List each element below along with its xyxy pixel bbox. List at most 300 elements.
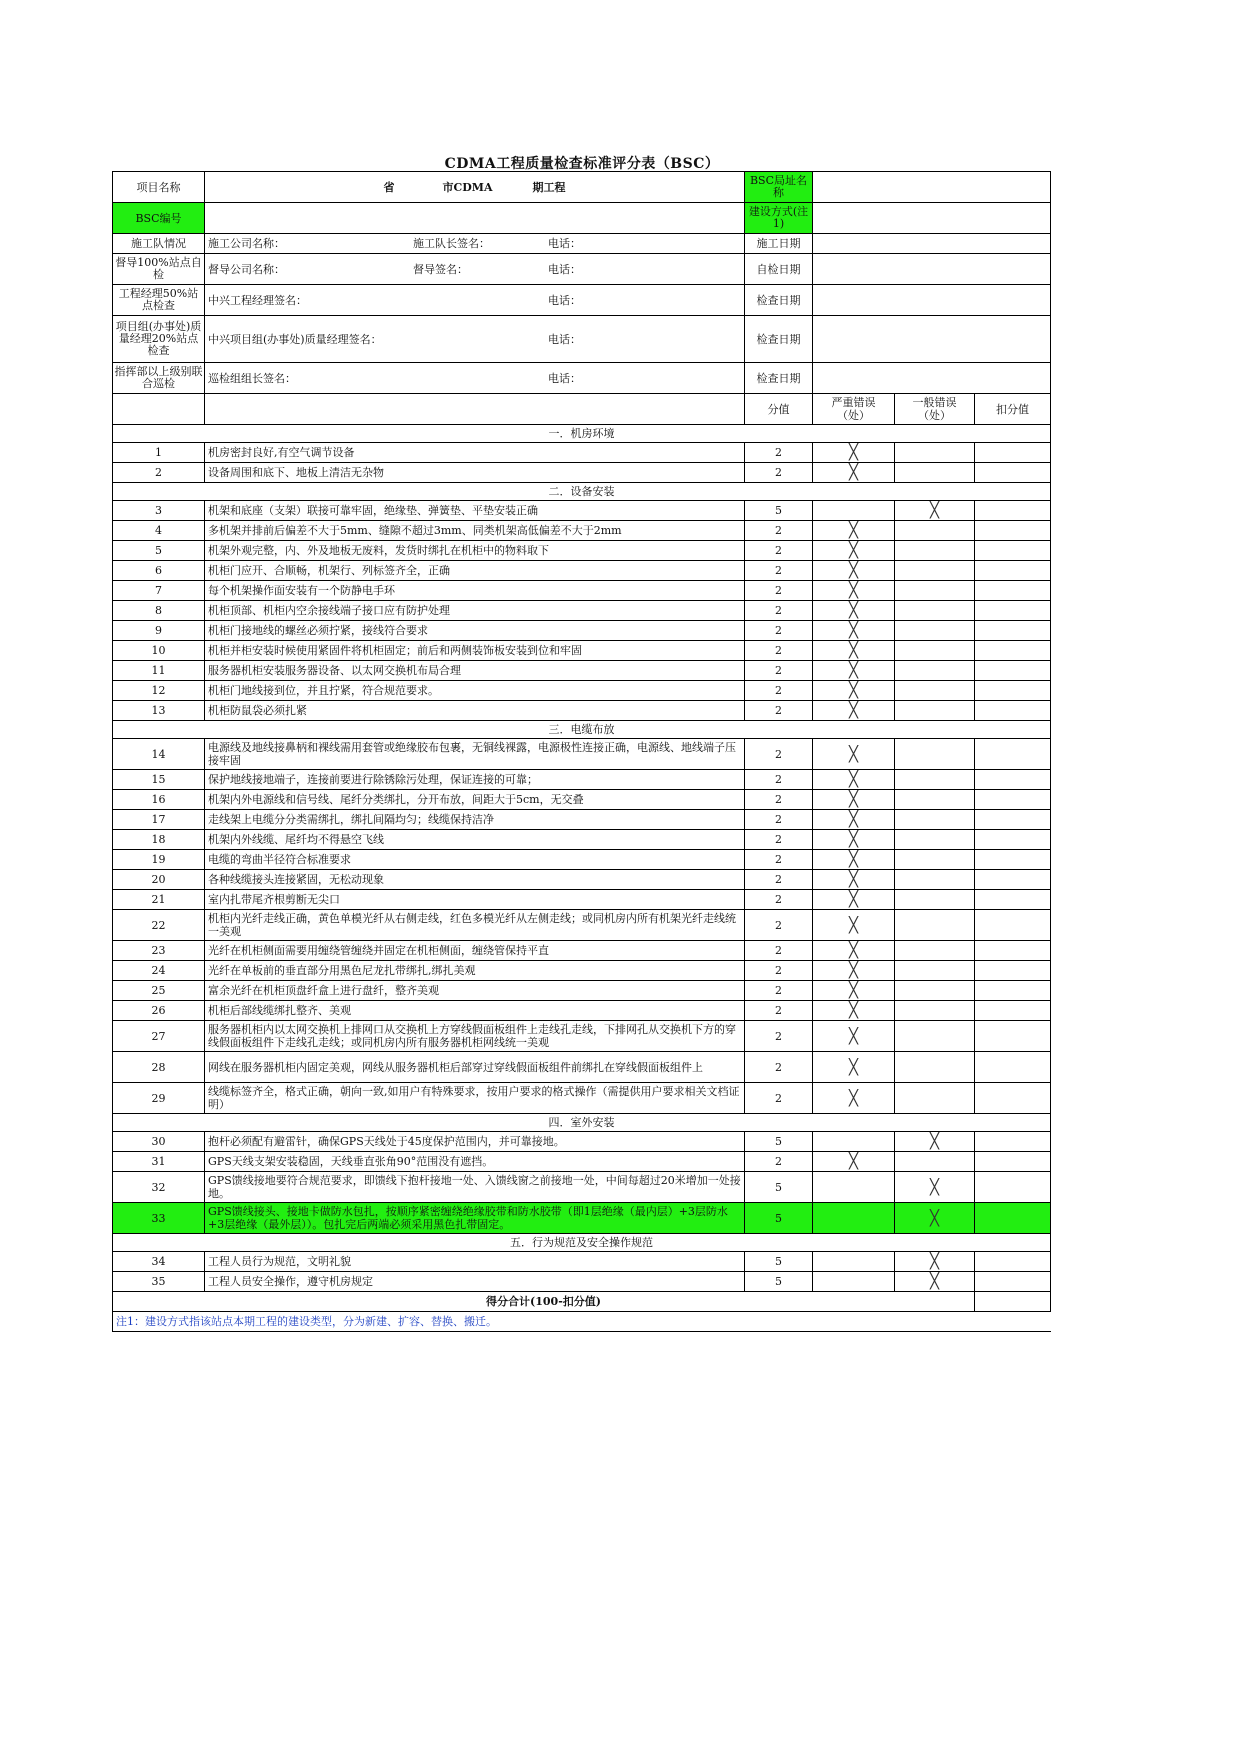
general-error-cell[interactable] bbox=[895, 661, 975, 681]
info-row-date-value[interactable] bbox=[813, 363, 1051, 394]
deduct-cell[interactable] bbox=[975, 790, 1051, 810]
serious-error-cell[interactable]: ╳ bbox=[813, 541, 895, 561]
deduct-cell[interactable] bbox=[975, 910, 1051, 941]
check-item-number: 35 bbox=[113, 1272, 205, 1292]
info-row bbox=[113, 234, 1051, 254]
check-item-number: 19 bbox=[113, 850, 205, 870]
check-item-description: 每个机架操作面安装有一个防静电手环 bbox=[205, 581, 745, 601]
check-item-description: 电缆的弯曲半径符合标准要求 bbox=[205, 850, 745, 870]
serious-error-cell[interactable]: ╳ bbox=[813, 681, 895, 701]
check-item-score: 2 bbox=[745, 1021, 813, 1052]
general-error-cell[interactable] bbox=[895, 941, 975, 961]
check-item-row bbox=[113, 463, 1051, 483]
info-row-date-label: 施工日期 bbox=[745, 234, 813, 254]
check-item-number: 26 bbox=[113, 1001, 205, 1021]
check-item-row bbox=[113, 1132, 1051, 1152]
info-row-fields[interactable] bbox=[205, 285, 745, 316]
info-row-label: 工程经理50%站点检查 bbox=[113, 285, 205, 316]
check-item-description: 工程人员行为规范，文明礼貌 bbox=[205, 1252, 745, 1272]
check-item-description: 各种线缆接头连接紧固，无松动现象 bbox=[205, 870, 745, 890]
check-item-number: 34 bbox=[113, 1252, 205, 1272]
check-item-number: 22 bbox=[113, 910, 205, 941]
general-error-cell[interactable] bbox=[895, 443, 975, 463]
general-error-cell[interactable]: ╳ bbox=[895, 1203, 975, 1234]
check-item-score: 2 bbox=[745, 443, 813, 463]
check-item-score: 2 bbox=[745, 1001, 813, 1021]
info-row-date-value[interactable] bbox=[813, 285, 1051, 316]
serious-error-cell[interactable]: ╳ bbox=[813, 463, 895, 483]
check-item-description: 设备周围和底下、地板上清洁无杂物 bbox=[205, 463, 745, 483]
check-item-description: 网线在服务器机柜内固定美观，网线从服务器机柜后部穿过穿线假面板组件前绑扎在穿线假面板组件上 bbox=[205, 1052, 745, 1083]
serious-error-cell[interactable] bbox=[813, 1203, 895, 1234]
serious-error-cell[interactable]: ╳ bbox=[813, 830, 895, 850]
check-item-row bbox=[113, 581, 1051, 601]
check-item-description: 机柜门地线接到位，并且拧紧，符合规范要求。 bbox=[205, 681, 745, 701]
serious-error-cell[interactable]: ╳ bbox=[813, 739, 895, 770]
check-item-description: 机柜顶部、机柜内空余接线端子接口应有防护处理 bbox=[205, 601, 745, 621]
info-row-fields[interactable] bbox=[205, 316, 745, 363]
info-field-company: 中兴工程经理签名： bbox=[208, 293, 307, 307]
serious-error-cell[interactable]: ╳ bbox=[813, 1001, 895, 1021]
section-title: 五．行为规范及安全操作规范 bbox=[113, 1234, 1051, 1252]
serious-error-cell[interactable]: ╳ bbox=[813, 621, 895, 641]
serious-error-cell[interactable] bbox=[813, 1252, 895, 1272]
check-item-number: 30 bbox=[113, 1132, 205, 1152]
deduct-cell[interactable] bbox=[975, 961, 1051, 981]
check-item-row bbox=[113, 1052, 1051, 1083]
general-error-cell[interactable] bbox=[895, 541, 975, 561]
check-item-description: 走线架上电缆分分类需绑扎，绑扎间隔均匀；线缆保持洁净 bbox=[205, 810, 745, 830]
check-item-score: 2 bbox=[745, 850, 813, 870]
page-title: CDMA工程质量检查标准评分表（BSC） bbox=[444, 156, 720, 172]
check-item-description: 机架外观完整，内、外及地板无废料，发货时绑扎在机柜中的物料取下 bbox=[205, 541, 745, 561]
check-item-number: 3 bbox=[113, 501, 205, 521]
check-item-score: 2 bbox=[745, 810, 813, 830]
check-item-row bbox=[113, 601, 1051, 621]
check-item-description: 机架内外电源线和信号线、尾纤分类绑扎，分开布放，间距大于5cm，无交叠 bbox=[205, 790, 745, 810]
column-header-score: 分值 bbox=[745, 394, 813, 425]
check-item-score: 2 bbox=[745, 870, 813, 890]
check-item-description: GPS馈线接地要符合规范要求，即馈线下抱杆接地一处、入馈线窗之前接地一处，中间每超过20米增加一处接地。 bbox=[205, 1172, 745, 1203]
general-error-cell[interactable] bbox=[895, 790, 975, 810]
column-header-serious: 严重错误（处） bbox=[813, 394, 895, 425]
project-name-label: 项目名称 bbox=[113, 172, 205, 203]
project-name-value[interactable] bbox=[205, 172, 745, 203]
check-item-row bbox=[113, 739, 1051, 770]
check-item-number: 12 bbox=[113, 681, 205, 701]
general-error-cell[interactable] bbox=[895, 1083, 975, 1114]
check-item-score: 5 bbox=[745, 1172, 813, 1203]
column-header-deduct: 扣分值 bbox=[975, 394, 1051, 425]
check-item-description: 光纤在机柜侧面需要用缠绕管缠绕并固定在机柜侧面，缠绕管保持平直 bbox=[205, 941, 745, 961]
serious-error-cell[interactable]: ╳ bbox=[813, 910, 895, 941]
deduct-cell[interactable] bbox=[975, 1272, 1051, 1292]
check-item-score: 2 bbox=[745, 601, 813, 621]
deduct-cell[interactable] bbox=[975, 1001, 1051, 1021]
check-item-number: 32 bbox=[113, 1172, 205, 1203]
bsc-site-value[interactable] bbox=[813, 172, 1051, 203]
check-item-score: 2 bbox=[745, 910, 813, 941]
deduct-cell[interactable] bbox=[975, 621, 1051, 641]
general-error-cell[interactable]: ╳ bbox=[895, 1252, 975, 1272]
info-row-date-value[interactable] bbox=[813, 316, 1051, 363]
check-item-score: 2 bbox=[745, 830, 813, 850]
check-item-description: 机柜后部线缆绑扎整齐、美观 bbox=[205, 1001, 745, 1021]
serious-error-cell[interactable]: ╳ bbox=[813, 1052, 895, 1083]
check-item-score: 2 bbox=[745, 661, 813, 681]
check-item-description: 服务器机柜内以太网交换机上排网口从交换机上方穿线假面板组件上走线孔走线，下排网孔从交换机下方的穿线假面板组件下走线孔走线；或同机房内所有服务器机柜网线统一美观 bbox=[205, 1021, 745, 1052]
info-row-date-value[interactable] bbox=[813, 254, 1051, 285]
section-header-row bbox=[113, 721, 1051, 739]
general-error-cell[interactable] bbox=[895, 830, 975, 850]
check-item-description: 抱杆必须配有避雷针，确保GPS天线处于45度保护范围内，并可靠接地。 bbox=[205, 1132, 745, 1152]
serious-error-cell[interactable] bbox=[813, 1172, 895, 1203]
general-error-cell[interactable] bbox=[895, 1052, 975, 1083]
project-city: 市CDMA bbox=[442, 180, 493, 194]
serious-error-cell[interactable]: ╳ bbox=[813, 770, 895, 790]
note-row bbox=[113, 1312, 1051, 1332]
serious-error-cell[interactable]: ╳ bbox=[813, 810, 895, 830]
info-field-phone: 电话： bbox=[548, 237, 581, 250]
info-field-phone: 电话： bbox=[548, 371, 581, 385]
section-title: 一．机房环境 bbox=[113, 425, 1051, 443]
check-item-row bbox=[113, 830, 1051, 850]
check-item-description: 机柜门应开、合顺畅，机架行、列标签齐全，正确 bbox=[205, 561, 745, 581]
serious-error-cell[interactable]: ╳ bbox=[813, 890, 895, 910]
serious-error-cell[interactable]: ╳ bbox=[813, 981, 895, 1001]
serious-error-cell[interactable]: ╳ bbox=[813, 661, 895, 681]
deduct-cell[interactable] bbox=[975, 1021, 1051, 1052]
build-mode-value[interactable] bbox=[813, 203, 1051, 234]
deduct-cell[interactable] bbox=[975, 810, 1051, 830]
total-label: 得分合计(100-扣分值) bbox=[113, 1292, 975, 1312]
check-item-score: 5 bbox=[745, 501, 813, 521]
serious-error-cell[interactable]: ╳ bbox=[813, 961, 895, 981]
serious-error-cell[interactable]: ╳ bbox=[813, 1083, 895, 1114]
deduct-cell[interactable] bbox=[975, 661, 1051, 681]
check-item-score: 2 bbox=[745, 641, 813, 661]
deduct-cell[interactable] bbox=[975, 941, 1051, 961]
build-mode-label: 建设方式(注1) bbox=[745, 203, 813, 234]
serious-error-cell[interactable]: ╳ bbox=[813, 870, 895, 890]
info-row-date-label: 自检日期 bbox=[745, 254, 813, 285]
check-item-number: 29 bbox=[113, 1083, 205, 1114]
deduct-cell[interactable] bbox=[975, 601, 1051, 621]
general-error-cell[interactable] bbox=[895, 641, 975, 661]
serious-error-cell[interactable] bbox=[813, 1272, 895, 1292]
check-item-row bbox=[113, 1021, 1051, 1052]
note-text: 注1：建设方式指该站点本期工程的建设类型，分为新建、扩容、替换、搬迁。 bbox=[113, 1312, 1051, 1332]
check-item-number: 5 bbox=[113, 541, 205, 561]
general-error-cell[interactable] bbox=[895, 961, 975, 981]
general-error-cell[interactable] bbox=[895, 870, 975, 890]
deduct-cell[interactable] bbox=[975, 830, 1051, 850]
general-error-cell[interactable]: ╳ bbox=[895, 1172, 975, 1203]
serious-error-cell[interactable]: ╳ bbox=[813, 521, 895, 541]
general-error-cell[interactable] bbox=[895, 701, 975, 721]
info-field-company: 施工公司名称： bbox=[208, 237, 285, 250]
general-error-cell[interactable] bbox=[895, 581, 975, 601]
check-item-score: 2 bbox=[745, 561, 813, 581]
deduct-cell[interactable] bbox=[975, 1083, 1051, 1114]
serious-error-cell[interactable]: ╳ bbox=[813, 941, 895, 961]
check-item-description: 多机架并排前后偏差不大于5mm、缝隙不超过3mm、同类机架高低偏差不大于2mm bbox=[205, 521, 745, 541]
check-item-row bbox=[113, 1083, 1051, 1114]
check-item-description: 工程人员安全操作，遵守机房规定 bbox=[205, 1272, 745, 1292]
info-row-fields[interactable] bbox=[205, 254, 745, 285]
deduct-cell[interactable] bbox=[975, 890, 1051, 910]
section-header-row bbox=[113, 425, 1051, 443]
serious-error-cell[interactable]: ╳ bbox=[813, 1021, 895, 1052]
info-row bbox=[113, 363, 1051, 394]
deduct-cell[interactable] bbox=[975, 850, 1051, 870]
check-item-row bbox=[113, 941, 1051, 961]
info-row bbox=[113, 254, 1051, 285]
deduct-cell[interactable] bbox=[975, 581, 1051, 601]
general-error-cell[interactable] bbox=[895, 910, 975, 941]
general-error-cell[interactable] bbox=[895, 1152, 975, 1172]
general-error-cell[interactable] bbox=[895, 850, 975, 870]
deduct-cell[interactable] bbox=[975, 1152, 1051, 1172]
info-row bbox=[113, 285, 1051, 316]
deduct-cell[interactable] bbox=[975, 870, 1051, 890]
check-item-number: 1 bbox=[113, 443, 205, 463]
check-item-number: 11 bbox=[113, 661, 205, 681]
check-item-number: 4 bbox=[113, 521, 205, 541]
serious-error-cell[interactable]: ╳ bbox=[813, 850, 895, 870]
check-item-score: 2 bbox=[745, 770, 813, 790]
general-error-cell[interactable] bbox=[895, 810, 975, 830]
check-item-description: 光纤在单板前的垂直部分用黑色尼龙扎带绑扎,绑扎美观 bbox=[205, 961, 745, 981]
check-item-score: 2 bbox=[745, 961, 813, 981]
check-item-row bbox=[113, 1001, 1051, 1021]
check-item-row bbox=[113, 661, 1051, 681]
check-item-number: 10 bbox=[113, 641, 205, 661]
check-item-row bbox=[113, 770, 1051, 790]
check-item-number: 15 bbox=[113, 770, 205, 790]
check-item-description: 室内扎带尾齐根剪断无尖口 bbox=[205, 890, 745, 910]
project-phase: 期工程 bbox=[532, 180, 566, 194]
deduct-cell[interactable] bbox=[975, 739, 1051, 770]
bsc-no-value[interactable] bbox=[205, 203, 745, 234]
section-title: 三．电缆布放 bbox=[113, 721, 1051, 739]
info-field-signature: 督导签名： bbox=[413, 262, 468, 276]
general-error-cell[interactable]: ╳ bbox=[895, 1272, 975, 1292]
check-item-score: 2 bbox=[745, 981, 813, 1001]
general-error-cell[interactable] bbox=[895, 739, 975, 770]
check-item-row bbox=[113, 870, 1051, 890]
check-item-row bbox=[113, 850, 1051, 870]
deduct-cell[interactable] bbox=[975, 1203, 1051, 1234]
bsc-no-row bbox=[113, 203, 1051, 234]
info-row-date-label: 检查日期 bbox=[745, 363, 813, 394]
serious-error-cell[interactable]: ╳ bbox=[813, 443, 895, 463]
general-error-cell[interactable]: ╳ bbox=[895, 1132, 975, 1152]
check-item-row bbox=[113, 621, 1051, 641]
deduct-cell[interactable] bbox=[975, 981, 1051, 1001]
check-item-score: 2 bbox=[745, 790, 813, 810]
check-item-number: 25 bbox=[113, 981, 205, 1001]
check-item-row bbox=[113, 910, 1051, 941]
serious-error-cell[interactable]: ╳ bbox=[813, 1152, 895, 1172]
project-name-row bbox=[113, 172, 1051, 203]
deduct-cell[interactable] bbox=[975, 443, 1051, 463]
bsc-no-label: BSC编号 bbox=[113, 203, 205, 234]
check-item-number: 18 bbox=[113, 830, 205, 850]
check-item-row bbox=[113, 641, 1051, 661]
general-error-cell[interactable] bbox=[895, 463, 975, 483]
info-field-signature: 施工队长签名： bbox=[413, 237, 490, 250]
info-field-company: 巡检组组长签名： bbox=[208, 371, 296, 385]
deduct-cell[interactable] bbox=[975, 501, 1051, 521]
column-header-blank bbox=[205, 394, 745, 425]
section-header-row bbox=[113, 483, 1051, 501]
check-item-row bbox=[113, 681, 1051, 701]
inspection-score-table bbox=[112, 171, 1051, 1332]
check-item-description: 保护地线接地端子，连接前要进行除锈除污处理，保证连接的可靠； bbox=[205, 770, 745, 790]
check-item-description: 富余光纤在机柜顶盘纤盒上进行盘纤，整齐美观 bbox=[205, 981, 745, 1001]
info-row-fields[interactable] bbox=[205, 234, 745, 254]
check-item-score: 5 bbox=[745, 1203, 813, 1234]
info-field-phone: 电话： bbox=[548, 293, 581, 307]
deduct-cell[interactable] bbox=[975, 521, 1051, 541]
deduct-cell[interactable] bbox=[975, 641, 1051, 661]
deduct-cell[interactable] bbox=[975, 681, 1051, 701]
serious-error-cell[interactable] bbox=[813, 1132, 895, 1152]
check-item-score: 2 bbox=[745, 463, 813, 483]
check-item-description: 机房密封良好,有空气调节设备 bbox=[205, 443, 745, 463]
check-item-number: 2 bbox=[113, 463, 205, 483]
section-header-row bbox=[113, 1234, 1051, 1252]
serious-error-cell[interactable]: ╳ bbox=[813, 790, 895, 810]
serious-error-cell[interactable]: ╳ bbox=[813, 581, 895, 601]
check-item-number: 28 bbox=[113, 1052, 205, 1083]
column-header-blank bbox=[113, 394, 205, 425]
serious-error-cell[interactable] bbox=[813, 501, 895, 521]
general-error-cell[interactable] bbox=[895, 981, 975, 1001]
check-item-description: 机柜门接地线的螺丝必须拧紧，接线符合要求 bbox=[205, 621, 745, 641]
check-item-score: 2 bbox=[745, 581, 813, 601]
check-item-row bbox=[113, 501, 1051, 521]
deduct-cell[interactable] bbox=[975, 1052, 1051, 1083]
info-field-phone: 电话： bbox=[548, 262, 581, 276]
check-item-number: 8 bbox=[113, 601, 205, 621]
info-row bbox=[113, 316, 1051, 363]
general-error-cell[interactable] bbox=[895, 1001, 975, 1021]
deduct-cell[interactable] bbox=[975, 1252, 1051, 1272]
info-field-company: 督导公司名称： bbox=[208, 262, 285, 276]
check-item-score: 5 bbox=[745, 1252, 813, 1272]
check-item-description: 机柜内光纤走线正确，黄色单模光纤从右侧走线，红色多模光纤从左侧走线；或同机房内所有机架光纤走线统一美观 bbox=[205, 910, 745, 941]
check-item-row bbox=[113, 810, 1051, 830]
general-error-cell[interactable] bbox=[895, 770, 975, 790]
info-row-date-label: 检查日期 bbox=[745, 316, 813, 363]
general-error-cell[interactable] bbox=[895, 561, 975, 581]
check-item-score: 2 bbox=[745, 1152, 813, 1172]
serious-error-cell[interactable]: ╳ bbox=[813, 561, 895, 581]
check-item-number: 16 bbox=[113, 790, 205, 810]
check-item-number: 17 bbox=[113, 810, 205, 830]
check-item-score: 5 bbox=[745, 1272, 813, 1292]
check-item-score: 2 bbox=[745, 1052, 813, 1083]
bsc-site-label: BSC局址名称 bbox=[745, 172, 813, 203]
check-item-row bbox=[113, 561, 1051, 581]
check-item-description: 机柜并柜安装时候使用紧固件将机柜固定；前后和两侧装饰板安装到位和牢固 bbox=[205, 641, 745, 661]
info-row-label: 项目组(办事处)质量经理20%站点检查 bbox=[113, 316, 205, 363]
check-item-row bbox=[113, 981, 1051, 1001]
check-item-number: 21 bbox=[113, 890, 205, 910]
serious-error-cell[interactable]: ╳ bbox=[813, 641, 895, 661]
deduct-cell[interactable] bbox=[975, 701, 1051, 721]
check-item-row bbox=[113, 1272, 1051, 1292]
column-header-row bbox=[113, 394, 1051, 425]
check-item-score: 2 bbox=[745, 701, 813, 721]
check-item-score: 2 bbox=[745, 681, 813, 701]
info-field-company: 中兴项目组(办事处)质量经理签名： bbox=[208, 332, 382, 346]
check-item-row bbox=[113, 1252, 1051, 1272]
deduct-cell[interactable] bbox=[975, 1132, 1051, 1152]
check-item-number: 33 bbox=[113, 1203, 205, 1234]
check-item-description: 服务器机柜安装服务器设备、以太网交换机布局合理 bbox=[205, 661, 745, 681]
info-row-date-label: 检查日期 bbox=[745, 285, 813, 316]
total-value[interactable] bbox=[975, 1292, 1051, 1312]
deduct-cell[interactable] bbox=[975, 541, 1051, 561]
section-header-row bbox=[113, 1114, 1051, 1132]
section-title: 二．设备安装 bbox=[113, 483, 1051, 501]
info-row-fields[interactable] bbox=[205, 363, 745, 394]
check-item-number: 9 bbox=[113, 621, 205, 641]
check-item-description: 机架内外线缆、尾纤均不得悬空飞线 bbox=[205, 830, 745, 850]
general-error-cell[interactable] bbox=[895, 1021, 975, 1052]
check-item-score: 2 bbox=[745, 521, 813, 541]
check-item-description: 机架和底座（支架）联接可靠牢固，绝缘垫、弹簧垫、平垫安装正确 bbox=[205, 501, 745, 521]
check-item-row bbox=[113, 1203, 1051, 1234]
general-error-cell[interactable] bbox=[895, 890, 975, 910]
check-item-score: 2 bbox=[745, 890, 813, 910]
project-province: 省 bbox=[383, 180, 395, 194]
check-item-row bbox=[113, 790, 1051, 810]
check-item-score: 2 bbox=[745, 621, 813, 641]
deduct-cell[interactable] bbox=[975, 770, 1051, 790]
check-item-description: GPS天线支架安装稳固，天线垂直张角90°范围没有遮挡。 bbox=[205, 1152, 745, 1172]
check-item-number: 20 bbox=[113, 870, 205, 890]
check-item-number: 24 bbox=[113, 961, 205, 981]
check-item-number: 13 bbox=[113, 701, 205, 721]
info-row-date-value[interactable] bbox=[813, 234, 1051, 254]
total-row bbox=[113, 1292, 1051, 1312]
info-row-label: 施工队情况 bbox=[113, 234, 205, 254]
check-item-score: 2 bbox=[745, 541, 813, 561]
check-item-score: 2 bbox=[745, 739, 813, 770]
general-error-cell[interactable] bbox=[895, 601, 975, 621]
check-item-row bbox=[113, 1152, 1051, 1172]
general-error-cell[interactable] bbox=[895, 521, 975, 541]
check-item-row bbox=[113, 701, 1051, 721]
check-item-description: 机柜防鼠袋必须扎紧 bbox=[205, 701, 745, 721]
serious-error-cell[interactable]: ╳ bbox=[813, 601, 895, 621]
serious-error-cell[interactable]: ╳ bbox=[813, 701, 895, 721]
check-item-score: 5 bbox=[745, 1132, 813, 1152]
deduct-cell[interactable] bbox=[975, 561, 1051, 581]
general-error-cell[interactable] bbox=[895, 621, 975, 641]
check-item-row bbox=[113, 961, 1051, 981]
general-error-cell[interactable]: ╳ bbox=[895, 501, 975, 521]
check-item-description: 线缆标签齐全，格式正确，朝向一致,如用户有特殊要求，按用户要求的格式操作（需提供用户要求相关文档证明） bbox=[205, 1083, 745, 1114]
check-item-description: 电源线及地线接鼻柄和裸线需用套管或绝缘胶布包裹，无铜线裸露，电源极性连接正确，电源线、地线端子压接牢固 bbox=[205, 739, 745, 770]
deduct-cell[interactable] bbox=[975, 463, 1051, 483]
deduct-cell[interactable] bbox=[975, 1172, 1051, 1203]
general-error-cell[interactable] bbox=[895, 681, 975, 701]
